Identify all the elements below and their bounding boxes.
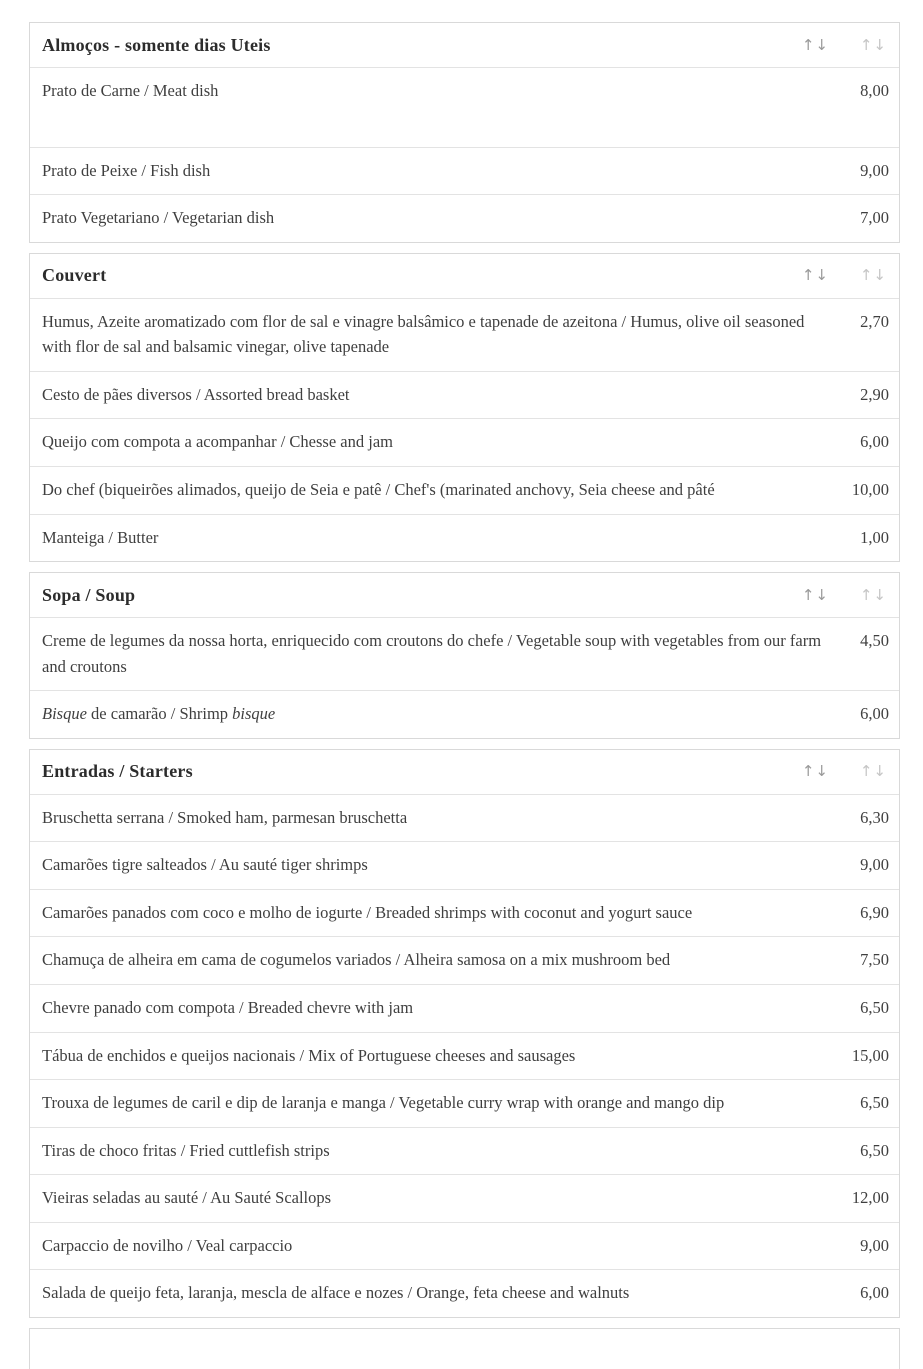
menu-item-price: 10,00 [851, 479, 889, 499]
sort-price-column-button[interactable] [829, 268, 887, 283]
menu-item-row [30, 889, 899, 937]
next-section-partial [29, 1328, 900, 1369]
menu-item-price: 6,30 [860, 807, 889, 827]
section-header [30, 23, 899, 67]
menu-section [29, 749, 900, 1318]
menu-item-name: Prato de Peixe / Fish dish [42, 160, 211, 180]
section-title: Almoços - somente dias Uteis [42, 34, 271, 55]
section-title: Sopa / Soup [42, 584, 136, 605]
menu-item-price: 9,00 [860, 160, 889, 180]
menu-item-price: 6,00 [860, 1283, 889, 1303]
section-title: Couvert [42, 265, 107, 286]
menu-item-price: 9,00 [860, 1235, 889, 1255]
menu-item-name: Camarões tigre salteados / Au sauté tiger shrimps [42, 855, 368, 875]
menu-item-price: 6,50 [860, 1140, 889, 1160]
menu-item-price: 6,00 [860, 432, 889, 452]
sort-arrows-icon: ↑↓ [801, 266, 829, 285]
menu-item-price: 8,00 [860, 81, 889, 100]
menu-item-row [30, 617, 899, 690]
menu-item-row [30, 936, 899, 984]
menu-item-name: Chevre panado com compota / Breaded chevre with jam [42, 998, 414, 1017]
sort-name-column-button[interactable] [801, 35, 829, 54]
sort-arrows-icon: ↑↓ [859, 266, 887, 285]
sort-price-column-button[interactable] [829, 35, 887, 54]
menu-item-name: Bisque de camarão / Shrimp bisque [42, 704, 276, 724]
menu-section [29, 572, 900, 739]
sort-name-column-button[interactable] [802, 268, 829, 283]
menu-item-row [30, 371, 899, 419]
menu-item-name: Salada de queijo feta, laranja, mescla de alface e nozes / Orange, feta cheese and walnuts [42, 1283, 630, 1303]
menu-item-row [30, 1032, 899, 1080]
menu-item-price: 6,50 [860, 1093, 889, 1113]
menu-item-row [30, 1079, 899, 1127]
menu-item-price: 4,50 [860, 631, 889, 651]
menu-item-price: 6,50 [860, 998, 889, 1017]
menu-item-row [30, 1269, 899, 1317]
sort-price-column-button[interactable] [829, 764, 887, 779]
menu-item-price: 7,50 [860, 950, 889, 970]
menu-item-name: Humus, Azeite aromatizado com flor de sal e vinagre balsâmico e tapenade de azeitona / Humus, olive oil seasoned with flor de sal and balsamic vinegar, olive tapenade [42, 311, 805, 357]
menu-item-price: 1,00 [860, 527, 889, 547]
menu-item-price: 6,00 [860, 704, 889, 724]
sort-arrows-icon: ↑↓ [801, 762, 829, 781]
menu-item-name: Chamuça de alheira em cama de cogumelos variados / Alheira samosa on a mix mushroom bed [42, 950, 671, 970]
menu-item-name: Vieiras seladas au sauté / Au Sauté Scallops [42, 1188, 332, 1208]
menu-item-price: 2,90 [860, 384, 889, 404]
menu-item-row [30, 1127, 899, 1175]
menu-item-name: Cesto de pães diversos / Assorted bread basket [42, 384, 350, 404]
menu-section [29, 22, 900, 243]
menu-item-name: Carpaccio de novilho / Veal carpaccio [42, 1235, 293, 1255]
menu-item-row [30, 841, 899, 889]
section-header [30, 254, 899, 298]
sort-arrows-icon: ↑↓ [801, 585, 829, 604]
menu-item-name: Tiras de choco fritas / Fried cuttlefish strips [42, 1140, 330, 1160]
section-body [30, 794, 899, 1317]
section-header [30, 750, 899, 794]
menu-item-row [30, 298, 899, 371]
sort-name-column-button[interactable] [801, 585, 829, 604]
menu-item-price: 2,70 [860, 311, 889, 331]
menu-item-name: Prato Vegetariano / Vegetarian dish [42, 208, 275, 228]
section-body [30, 298, 899, 561]
menu-item-price: 6,90 [860, 902, 889, 922]
menu-item-name: Do chef (biqueirões alimados, queijo de Seia e patê / Chef's (marinated anchovy, Seia cheese and pâté [42, 479, 715, 499]
menu-section [29, 253, 900, 562]
sort-arrows-icon: ↑↓ [859, 585, 887, 604]
menu-item-name: Creme de legumes da nossa horta, enriquecido com croutons do chefe / Vegetable soup with vegetables from our farm and croutons [42, 631, 822, 676]
menu-item-price: 7,00 [860, 208, 889, 228]
menu-item-name: Tábua de enchidos e queijos nacionais / Mix of Portuguese cheeses and sausages [42, 1045, 576, 1065]
menu-item-price: 15,00 [851, 1045, 889, 1065]
menu-page [29, 22, 900, 1369]
menu-item-name: Queijo com compota a acompanhar / Chesse and jam [42, 432, 393, 452]
sort-arrows-icon: ↑↓ [859, 35, 887, 54]
menu-item-row [30, 147, 899, 195]
menu-item-name: Camarões panados com coco e molho de iogurte / Breaded shrimps with coconut and yogurt sauce [42, 902, 693, 922]
menu-item-row [30, 794, 899, 842]
menu-item-name: Bruschetta serrana / Smoked ham, parmesan bruschetta [42, 807, 408, 827]
sort-arrows-icon: ↑↓ [859, 762, 887, 781]
menu-item-name: Trouxa de legumes de caril e dip de laranja e manga / Vegetable curry wrap with orange and mango dip [42, 1093, 725, 1113]
menu-item-row [30, 1174, 899, 1222]
section-header [30, 573, 899, 617]
menu-item-row [30, 690, 899, 738]
menu-item-row [30, 1222, 899, 1270]
menu-item-row [30, 466, 899, 514]
sort-arrows-icon: ↑↓ [801, 35, 829, 54]
menu-item-price: 12,00 [851, 1188, 889, 1208]
section-title: Entradas / Starters [42, 761, 193, 782]
section-body [30, 617, 899, 738]
menu-item-name: Prato de Carne / Meat dish [42, 81, 219, 100]
section-body [30, 67, 899, 242]
menu-item-row [30, 67, 899, 147]
sort-price-column-button[interactable] [829, 585, 887, 604]
menu-item-row [30, 194, 899, 242]
menu-sections [29, 22, 900, 1318]
menu-item-name: Manteiga / Butter [42, 527, 159, 547]
menu-item-price: 9,00 [860, 855, 889, 875]
menu-item-row [30, 418, 899, 466]
sort-name-column-button[interactable] [802, 764, 829, 779]
menu-item-row [30, 984, 899, 1032]
menu-item-row [30, 514, 899, 562]
